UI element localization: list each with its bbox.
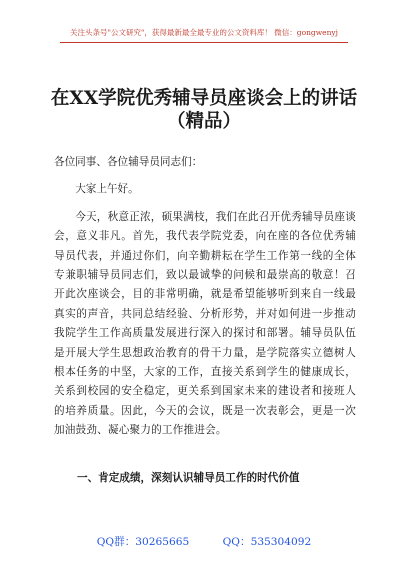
footer-qq-group: QQ群：30265665: [96, 536, 190, 548]
section-heading-1: 一、肯定成绩，深刻认识辅导员工作的时代价值: [77, 472, 300, 484]
paragraph-opening: 今天，秋意正浓，硕果满枝，我们在此召开优秀辅导员座谈会，意义非凡。首先，我代表学院党委，向在座的各位优秀辅导员代表，并通过你们，向辛勤耕耘在学生工作第一线的全体专兼职辅导员同志们，致以最诚挚的问候和最崇高的敬意！召开此次座谈会，目的非常明确，就是希望能够听到来自一线最真实的声音，共同总结经验、分析形势，并对如何进一步推动我院学生工作高质量发展进行深入的探讨和部署。辅导员队伍是开展大学生思想政治教育的骨干力量，是学院落实立德树人根本任务的中坚，大家的工作，直接关系到学生的健康成长，关系到校园的安全稳定，更关系到国家未来的建设者和接班人的培养质量。因此，今天的会议，既是一次表彰会，更是一次加油鼓劲、凝心聚力的工作推进会。: [54, 210, 356, 437]
document-title: 在XX学院优秀辅导员座谈会上的讲话: [50, 88, 358, 109]
footer-contact: [0, 534, 408, 549]
header-promo-note: 关注头条号"公文研究"，获得最新最全最专业的公文资料库！ 微信：gongwenyj: [70, 28, 338, 37]
salutation: 各位同事、各位辅导员同志们：: [54, 156, 203, 168]
document-body: [54, 153, 356, 441]
footer-qq: QQ：535304092: [222, 536, 312, 548]
header-divider: [60, 42, 348, 43]
greeting: 大家上午好。: [75, 183, 139, 196]
document-title-subtitle: （精品）: [166, 111, 241, 132]
